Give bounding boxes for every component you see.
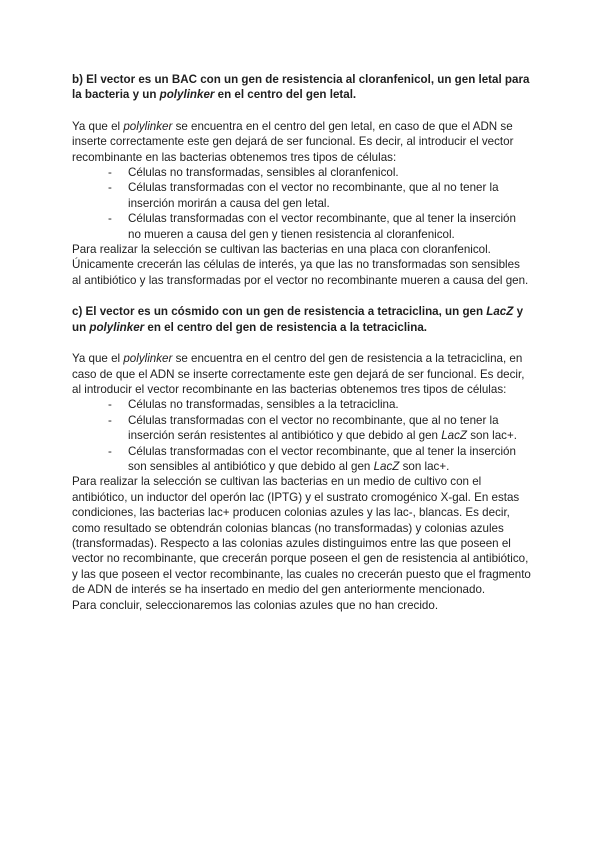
list-item: - Células no transformadas, sensibles a la tetraciclina. [108,397,532,412]
section-b-heading-italic: polylinker [159,88,215,102]
section-b-cell-types-list [72,165,532,242]
list-item [108,413,532,444]
list-item [108,444,532,475]
document-body [72,72,532,613]
list-item-italic: LacZ [373,459,400,473]
section-b-intro-text: Ya que el [72,119,124,133]
list-item-text: Células transformadas con el vector no recombinante, que al no tener la inserción serán resistentes al antibiótico y que debido al gen [128,413,499,443]
section-c-heading [72,304,532,335]
section-b-intro [72,119,532,165]
list-item: - Células transformadas con el vector recombinante, que al tener la inserción no mueren a causa del gen y tienen resistencia al cloranfenicol. [108,211,532,242]
section-c-heading-text-end: en el centro del gen de resistencia a la tetraciclina. [144,320,428,334]
section-b-intro-text-end: se encuentra en el centro del gen letal, en caso de que el ADN se inserte correctamente este gen dejará de ser funcional. Es decir, al introducir el vector recombinante en las bacterias obtenemos tres tipos de células: [72,119,514,164]
section-c-intro [72,351,532,397]
list-item-text-end: son lac+. [467,429,517,443]
section-c-cell-types-list [72,397,532,474]
list-item: - Células no transformadas, sensibles al cloranfenicol. [108,165,532,180]
section-c-intro-text: Ya que el [72,352,124,366]
list-item-text: Células transformadas con el vector recombinante, que al tener la inserción son sensibles al antibiótico y que debido al gen [128,444,516,473]
list-item-italic: LacZ [441,429,468,443]
section-c-heading-italic-2: polylinker [89,320,145,334]
section-b-conclusion: Para realizar la selección se cultivan las bacterias en una placa con cloranfenicol. Únicamente crecerán las células de interés, ya que las no transformadas son sensibles al antibiótico y las transformadas por el vector no recombinante mueren a causa del gen. [72,243,529,287]
section-c-heading-text-mid: y un [72,305,524,334]
section-b-heading-text: b) El vector es un BAC con un gen de resistencia al cloranfenicol, un gen letal para la bacteria y un [72,73,530,102]
section-c-conclusion: Para realizar la selección se cultivan las bacterias en un medio de cultivo con el antibiótico, un inductor del operón lac (IPTG) y el sustrato cromogénico X-gal. En estas condiciones, las bacterias lac+ producen colonias azules y las lac-, blancas. Es decir, como resultado se obtendrán colonias blancas (no transformadas) y colonias azules (transformadas). Respecto a las colonias azules distinguimos entre las que poseen el vector no recombinante, que crecerán porque poseen el gen de resistencia al antibiótico, y las que poseen el vector recombinante, las cuales no crecerán puesto que el fragmento de ADN de interés se ha insertado en medio del gen anteriormente mencionado. [72,475,531,597]
section-c-intro-text-end: se encuentra en el centro del gen de resistencia a la tetraciclina, en caso de que el ADN se inserte correctamente este gen dejará de ser funcional. Es decir, al introducir el vector recombinante en las bacterias obtenemos tres tipos de células: [72,352,525,396]
list-item-text-end: son lac+. [399,459,450,473]
section-c-intro-italic: polylinker [123,352,173,366]
section-b-heading [72,72,532,103]
section-b-intro-italic: polylinker [123,119,173,133]
section-b-heading-text-end: en el centro del gen letal. [214,88,357,102]
section-c-heading-italic: LacZ [486,305,514,319]
list-item: - Células transformadas con el vector no recombinante, que al no tener la inserción morirán a causa del gen letal. [108,180,532,211]
section-c-final: Para concluir, seleccionaremos las colonias azules que no han crecido. [72,598,439,612]
section-c-heading-text: c) El vector es un cósmido con un gen de resistencia a tetraciclina, un gen [72,305,487,319]
